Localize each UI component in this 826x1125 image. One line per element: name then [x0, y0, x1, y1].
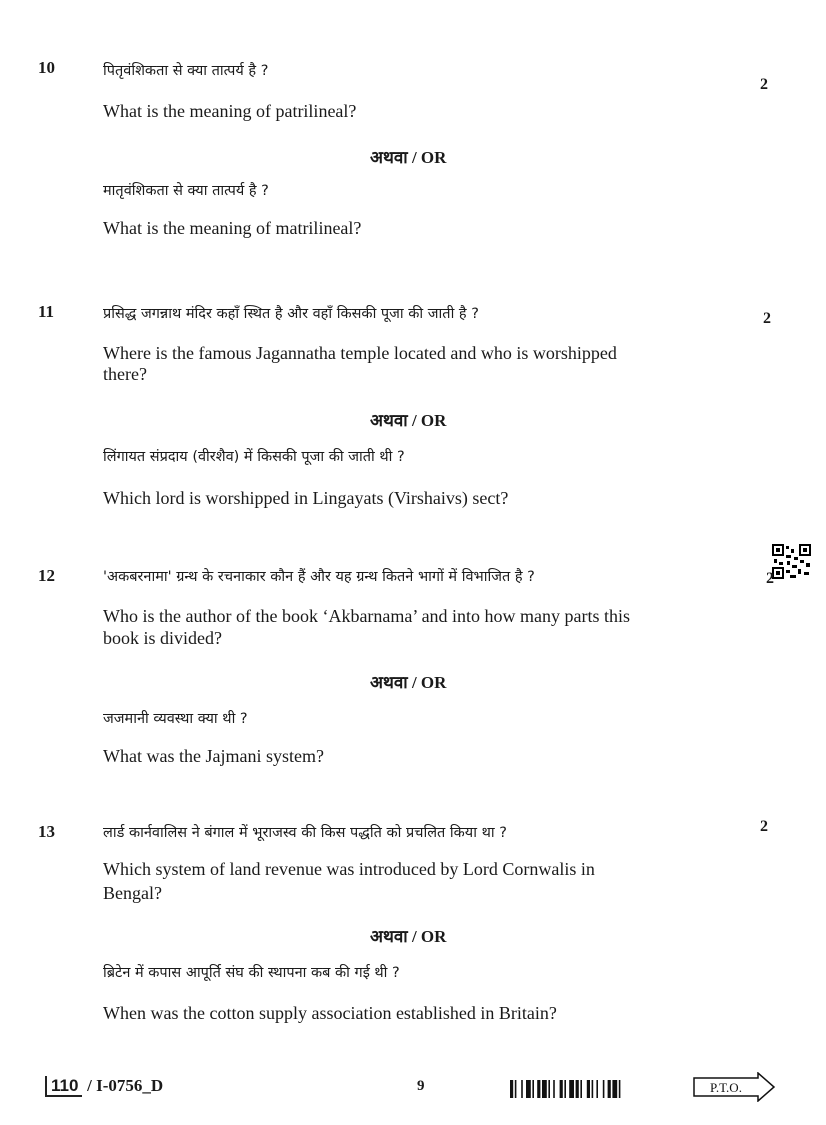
pto-label: P.T.O. [710, 1080, 742, 1095]
paper-code-number: 110 [45, 1076, 82, 1097]
or-label: अथवा / OR [370, 148, 447, 167]
or-label: अथवा / OR [370, 411, 447, 430]
alternate-question-english: What was the Jajmani system? [103, 746, 324, 766]
paper-id: / I-0756_D [87, 1076, 164, 1095]
question-english-line-1: Which system of land revenue was introduced by Lord Cornwalis in [103, 859, 595, 879]
question-english-line-1: Who is the author of the book ‘Akbarnama’ and into how many parts this [103, 606, 631, 626]
alternate-question-english: Which lord is worshipped in Lingayats (Virshaivs) sect? [103, 488, 509, 508]
question-number: 10 [38, 58, 55, 77]
alternate-question-hindi: जजमानी व्यवस्था क्या थी ? [103, 711, 248, 727]
question-english-line-2: Bengal? [103, 883, 162, 903]
or-label: अथवा / OR [370, 673, 447, 692]
question-number: 12 [38, 566, 55, 585]
alternate-question-english: What is the meaning of matrilineal? [103, 218, 362, 238]
page-number: 9 [417, 1078, 425, 1094]
question-marks: 2 [763, 310, 771, 327]
question-hindi: प्रसिद्ध जगन्नाथ मंदिर कहाँ स्थित है और वहाँ किसकी पूजा की जाती है ? [103, 306, 479, 322]
qr-code-icon [770, 543, 813, 581]
question-number: 13 [38, 822, 55, 841]
or-separator [370, 924, 446, 947]
question-english: What is the meaning of patrilineal? [103, 101, 357, 121]
question-marks: 2 [766, 570, 774, 587]
question-marks: 2 [760, 76, 768, 93]
alternate-question-english: When was the cotton supply association established in Britain? [103, 1003, 557, 1023]
question-hindi: 'अकबरनामा' ग्रन्थ के रचनाकार कौन हैं और यह ग्रन्थ कितने भागों में विभाजित है ? [103, 569, 535, 585]
question-hindi: लार्ड कार्नवालिस ने बंगाल में भूराजस्व की किस पद्धति को प्रचलित किया था ? [103, 825, 507, 841]
question-english-line-1: Where is the famous Jagannatha temple located and who is worshipped [103, 343, 617, 363]
question-english-line-2: book is divided? [103, 628, 222, 648]
question-number: 11 [38, 302, 55, 321]
alternate-question-hindi: मातृवंशिकता से क्या तात्पर्य है ? [103, 183, 269, 199]
or-label: अथवा / OR [370, 927, 447, 946]
question-marks: 2 [760, 818, 768, 835]
or-separator [370, 670, 446, 693]
question-hindi: पितृवंशिकता से क्या तात्पर्य है ? [103, 63, 269, 79]
pto-arrow-icon [692, 1072, 777, 1102]
paper-code [45, 1076, 163, 1096]
alternate-question-hindi: ब्रिटेन में कपास आपूर्ति संघ की स्थापना कब की गई थी ? [103, 965, 400, 981]
barcode-icon [510, 1080, 685, 1098]
alternate-question-hindi: लिंगायत संप्रदाय (वीरशैव) में किसकी पूजा की जाती थी ? [103, 449, 405, 465]
question-english-line-2: there? [103, 364, 147, 384]
or-separator [370, 145, 446, 168]
page-footer [0, 1072, 826, 1112]
or-separator [370, 408, 446, 431]
